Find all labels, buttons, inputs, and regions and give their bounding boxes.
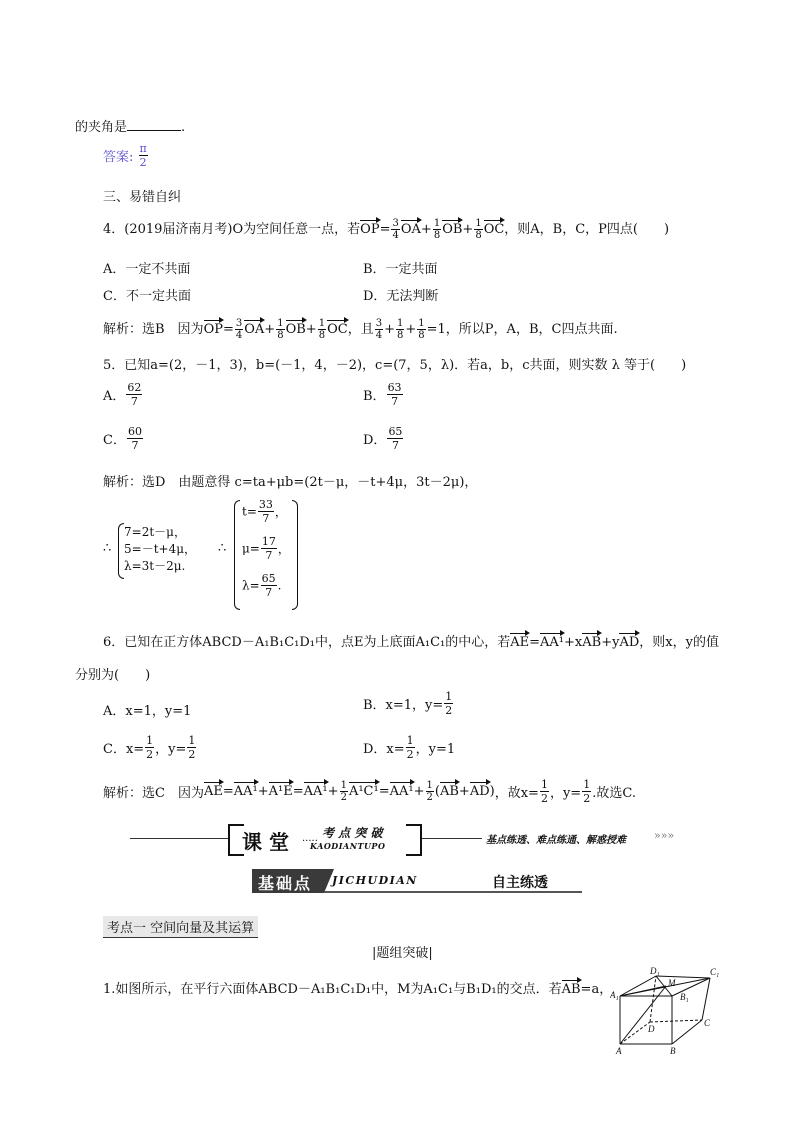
label-C1: C₁ [710,967,720,977]
label-M: M [668,978,676,988]
question-1-stem: 1.如图所示，在平行六面体ABCD－A₁B₁C₁D₁中，M为A₁C₁与B₁D₁的交点．若AB=a， [103,982,613,997]
solution-mu: μ= $\frac{17}{7}$ ， [242,535,290,562]
kaodian-label: 考点一 空间向量及其运算 [103,916,258,938]
question-6-stem-cont: 分别为( ) [75,668,151,683]
banner-subtitle: 基点练透、难点练通、解惑授难 [486,835,626,846]
q5-option-d: D． $\frac{65}{7}$ [363,425,403,452]
equation-system-1: 7=2t－μ， 5=－t+4μ， λ=3t－2μ. [124,525,197,573]
basic-pinyin: JICHUDIAN [332,874,418,887]
label-B: B [670,1046,676,1056]
banner-kaodian: 考 点 突 破 [322,826,383,840]
basic-subtitle: 自主练透 [492,875,548,891]
label-D: D [648,1024,655,1034]
q6-option-c: C．x= $\frac{1}{2}$ ，y= $\frac{1}{2}$ [103,734,196,761]
q4-solution: 解析：选B 因为OP= $\frac{3}{4}$ OA+ $\frac{1}{8}$ OB+ $\frac{1}{8}$ OC，且 $\frac{3}{4}$ + $\frac{1}{8}$ + $\frac{1}{8}$ =1，所以P，A，B，C四点共面. [103,318,618,341]
q6-option-b: B．x=1，y= $\frac{1}{2}$ [363,690,453,717]
therefore-symbol-2: ∴ [218,541,227,556]
basic-title: 基础点 [258,874,313,893]
q4-option-c: C．不一定共面 [103,289,191,304]
right-brace [292,500,298,610]
q5-option-b: B． $\frac{63}{7}$ [363,381,402,408]
label-A1: A₁ [610,990,619,1000]
q6-option-d: D．x= $\frac{1}{2}$ ，y=1 [363,734,456,761]
therefore-symbol: ∴ [103,541,112,556]
section-banner: 课 堂 ····· 考 点 突 破 KAODIANTUPO 基点练透、难点练通、解惑授难 »»» [130,822,690,856]
label-D1: D₁ [650,966,660,976]
q6-option-a: A．x=1，y=1 [103,704,192,719]
question-5-stem: 5．已知a=(2，－1，3)，b=(－1，4，－2)，c=(7，5，λ)．若a，b，c共面，则实数 λ 等于( ) [103,358,687,373]
left-brace-2 [234,500,240,610]
q5-solution: 解析：选D 由题意得 c=ta+μb=(2t－μ，－t+4μ，3t－2μ)， [103,475,478,490]
q6-solution: 解析：选C 因为AE=AA¹+A¹E=AA¹+ $\frac{1}{2}$ A¹C¹=AA¹+ $\frac{1}{2}$ (AB+AD)，故x= $\frac{1}{2}$ ，y= $\frac{1}{2}$ .故选C. [103,778,636,805]
answer-line: 答案: $\frac{\pi}{2}$ [103,142,147,169]
basic-point-bar [252,869,582,893]
tizu-label: |题组突破| [372,946,433,961]
solution-lambda: λ= $\frac{65}{7}$ . [242,572,282,599]
parallelepiped-figure [610,966,730,1058]
label-C: C [704,1018,711,1028]
fill-blank-line: 的夹角是 . [75,120,186,135]
section-heading: 三、易错自纠 [103,190,182,205]
q4-option-b: B．一定共面 [363,262,438,277]
label-A: A [616,1046,622,1056]
banner-ketang: 课 堂 [242,830,289,854]
question-4-stem: 4．(2019届济南月考)O为空间任意一点，若OP= $\frac{3}{4}$ OA+ $\frac{1}{8}$ OB+ $\frac{1}{8}$ OC，则A，B，C，P四点( ) [103,218,670,241]
q4-option-a: A．一定不共面 [103,262,191,277]
label-B1: B₁ [680,992,689,1002]
q5-option-c: C． $\frac{60}{7}$ [103,425,142,452]
q5-option-a: A． $\frac{62}{7}$ [103,381,142,408]
banner-pinyin: KAODIANTUPO [310,841,386,851]
solution-t: t= $\frac{33}{7}$ ， [242,498,287,525]
q4-option-d: D．无法判断 [363,289,439,304]
question-6-stem: 6．已知在正方体ABCD－A₁B₁C₁D₁中，点E为上底面A₁C₁的中心，若AE=AA¹+xAB+yAD，则x，y的值 [103,635,719,650]
